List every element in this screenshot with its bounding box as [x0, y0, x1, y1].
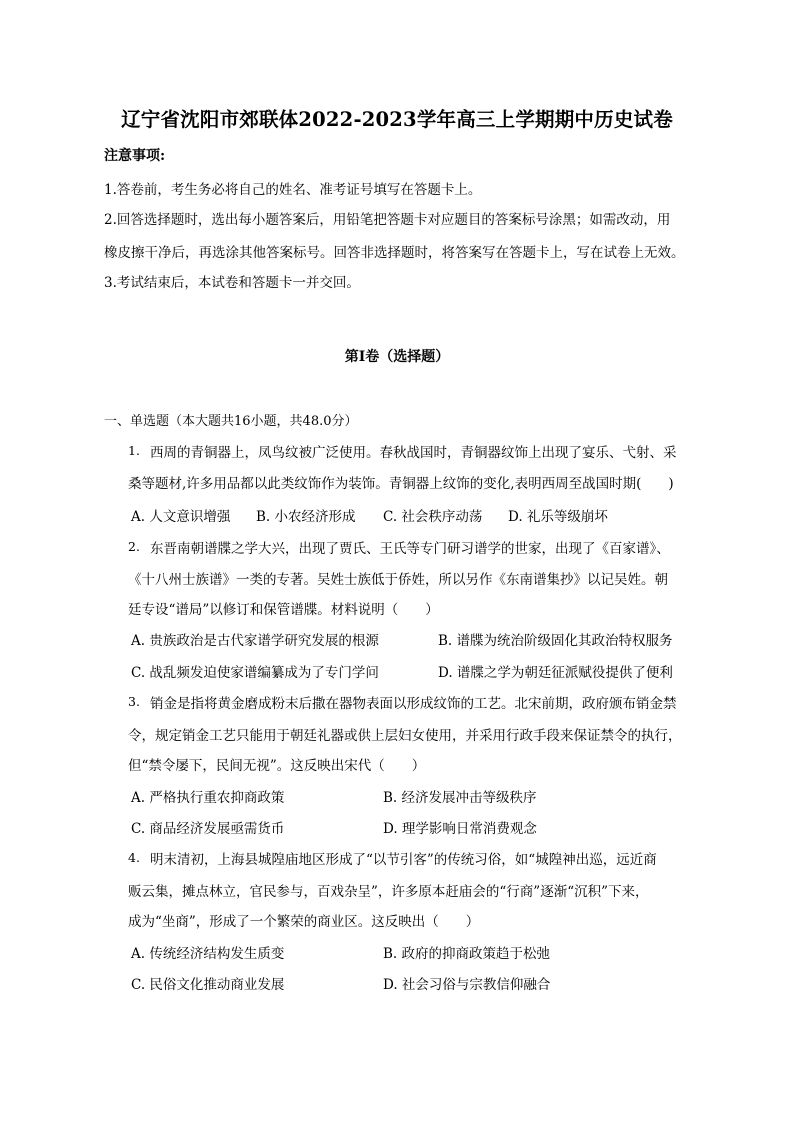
- option-c: C. 战乱频发迫使家谱编纂成为了专门学问: [131, 665, 379, 681]
- option-a: A. 人文意识增强: [131, 509, 231, 525]
- question-text-line: 廷专设“谱局”以修订和保管谱牒。材料说明（ ）: [128, 602, 439, 618]
- option-d: D. 谱牒之学为朝廷征派赋役提供了便利: [438, 665, 673, 681]
- question-number: 2.: [128, 539, 140, 554]
- option-a: A. 贵族政治是古代家谱学研究发展的根源: [131, 633, 379, 649]
- option-c: C. 民俗文化推动商业发展: [131, 977, 285, 993]
- option-b: B. 经济发展冲击等级秩序: [383, 790, 537, 806]
- option-b: B. 政府的抑商政策趋于松弛: [383, 946, 551, 962]
- option-d: D. 理学影响日常消费观念: [383, 821, 537, 837]
- option-b: B. 小农经济形成: [256, 509, 356, 525]
- question-text-line: 桑等题材,许多用品都以此类纹饰作为装饰。青铜器上纹饰的变化,表明西周至战国时期( ): [128, 476, 674, 492]
- question-number: 1.: [128, 443, 140, 458]
- question-text-line: 销金是指将黄金磨成粉末后撒在器物表面以形成纹饰的工艺。北宋前期，政府颁布销金禁: [150, 696, 677, 712]
- option-b: B. 谱牒为统治阶级固化其政治特权服务: [438, 633, 673, 649]
- note-line: 2.回答选择题时，选出每小题答案后，用铅笔把答题卡对应题目的答案标号涂黑；如需改动，用: [104, 212, 671, 228]
- question-text-line: 贩云集，摊点林立，官民参与，百戏杂呈”，许多原本赶庙会的“行商”逐渐“沉积”下来，: [128, 884, 649, 900]
- note-line: 橡皮擦干净后，再选涂其他答案标号。回答非选择题时，将答案写在答题卡上，写在试卷上无效。: [104, 245, 685, 261]
- option-a: A. 传统经济结构发生质变: [131, 946, 285, 962]
- section-title: 第Ⅰ卷（选择题）: [344, 349, 450, 365]
- question-text-line: 西周的青铜器上，凤鸟纹被广泛使用。春秋战国时，青铜器纹饰上出现了宴乐、弋射、采: [150, 445, 677, 461]
- note-line: 3.考试结束后，本试卷和答题卡一并交回。: [104, 275, 360, 291]
- question-text-line: 令，规定销金工艺只能用于朝廷礼器或供上层妇女使用，并采用行政手段来保证禁令的执行，: [128, 728, 682, 744]
- option-d: D. 社会习俗与宗教信仰融合: [383, 977, 551, 993]
- option-d: D. 礼乐等级崩坏: [508, 509, 608, 525]
- notes-heading: 注意事项:: [104, 148, 166, 164]
- option-c: C. 商品经济发展亟需货币: [131, 821, 285, 837]
- page-title: 辽宁省沈阳市郊联体2022-2023学年高三上学期期中历史试卷: [121, 108, 673, 131]
- question-text-line: 成为“坐商”，形成了一个繁荣的商业区。这反映出（ ）: [128, 914, 480, 930]
- question-text-line: 明末清初，上海县城隍庙地区形成了“以节引客”的传统习俗，如“城隍神出巡，远近商: [150, 852, 657, 868]
- question-text-line: 但“禁令屡下，民间无视”。这反映出宋代（ ）: [128, 758, 426, 774]
- question-text-line: 东晋南朝谱牒之学大兴，出现了贾氏、王氏等专门研习谱学的世家，出现了《百家谱》、: [150, 541, 670, 557]
- question-number: 4.: [128, 850, 140, 865]
- option-a: A. 严格执行重农抑商政策: [131, 790, 285, 806]
- option-c: C. 社会秩序动荡: [383, 509, 483, 525]
- note-line: 1.答卷前，考生务必将自己的姓名、准考证号填写在答题卡上。: [104, 182, 482, 198]
- question-number: 3.: [128, 694, 140, 709]
- part-title: 一、单选题（本大题共16小题，共48.0分）: [104, 414, 358, 429]
- question-text-line: 《十八州士族谱》一类的专著。吴姓士族低于侨姓，所以另作《东南谱集抄》以记吴姓。朝: [128, 572, 668, 588]
